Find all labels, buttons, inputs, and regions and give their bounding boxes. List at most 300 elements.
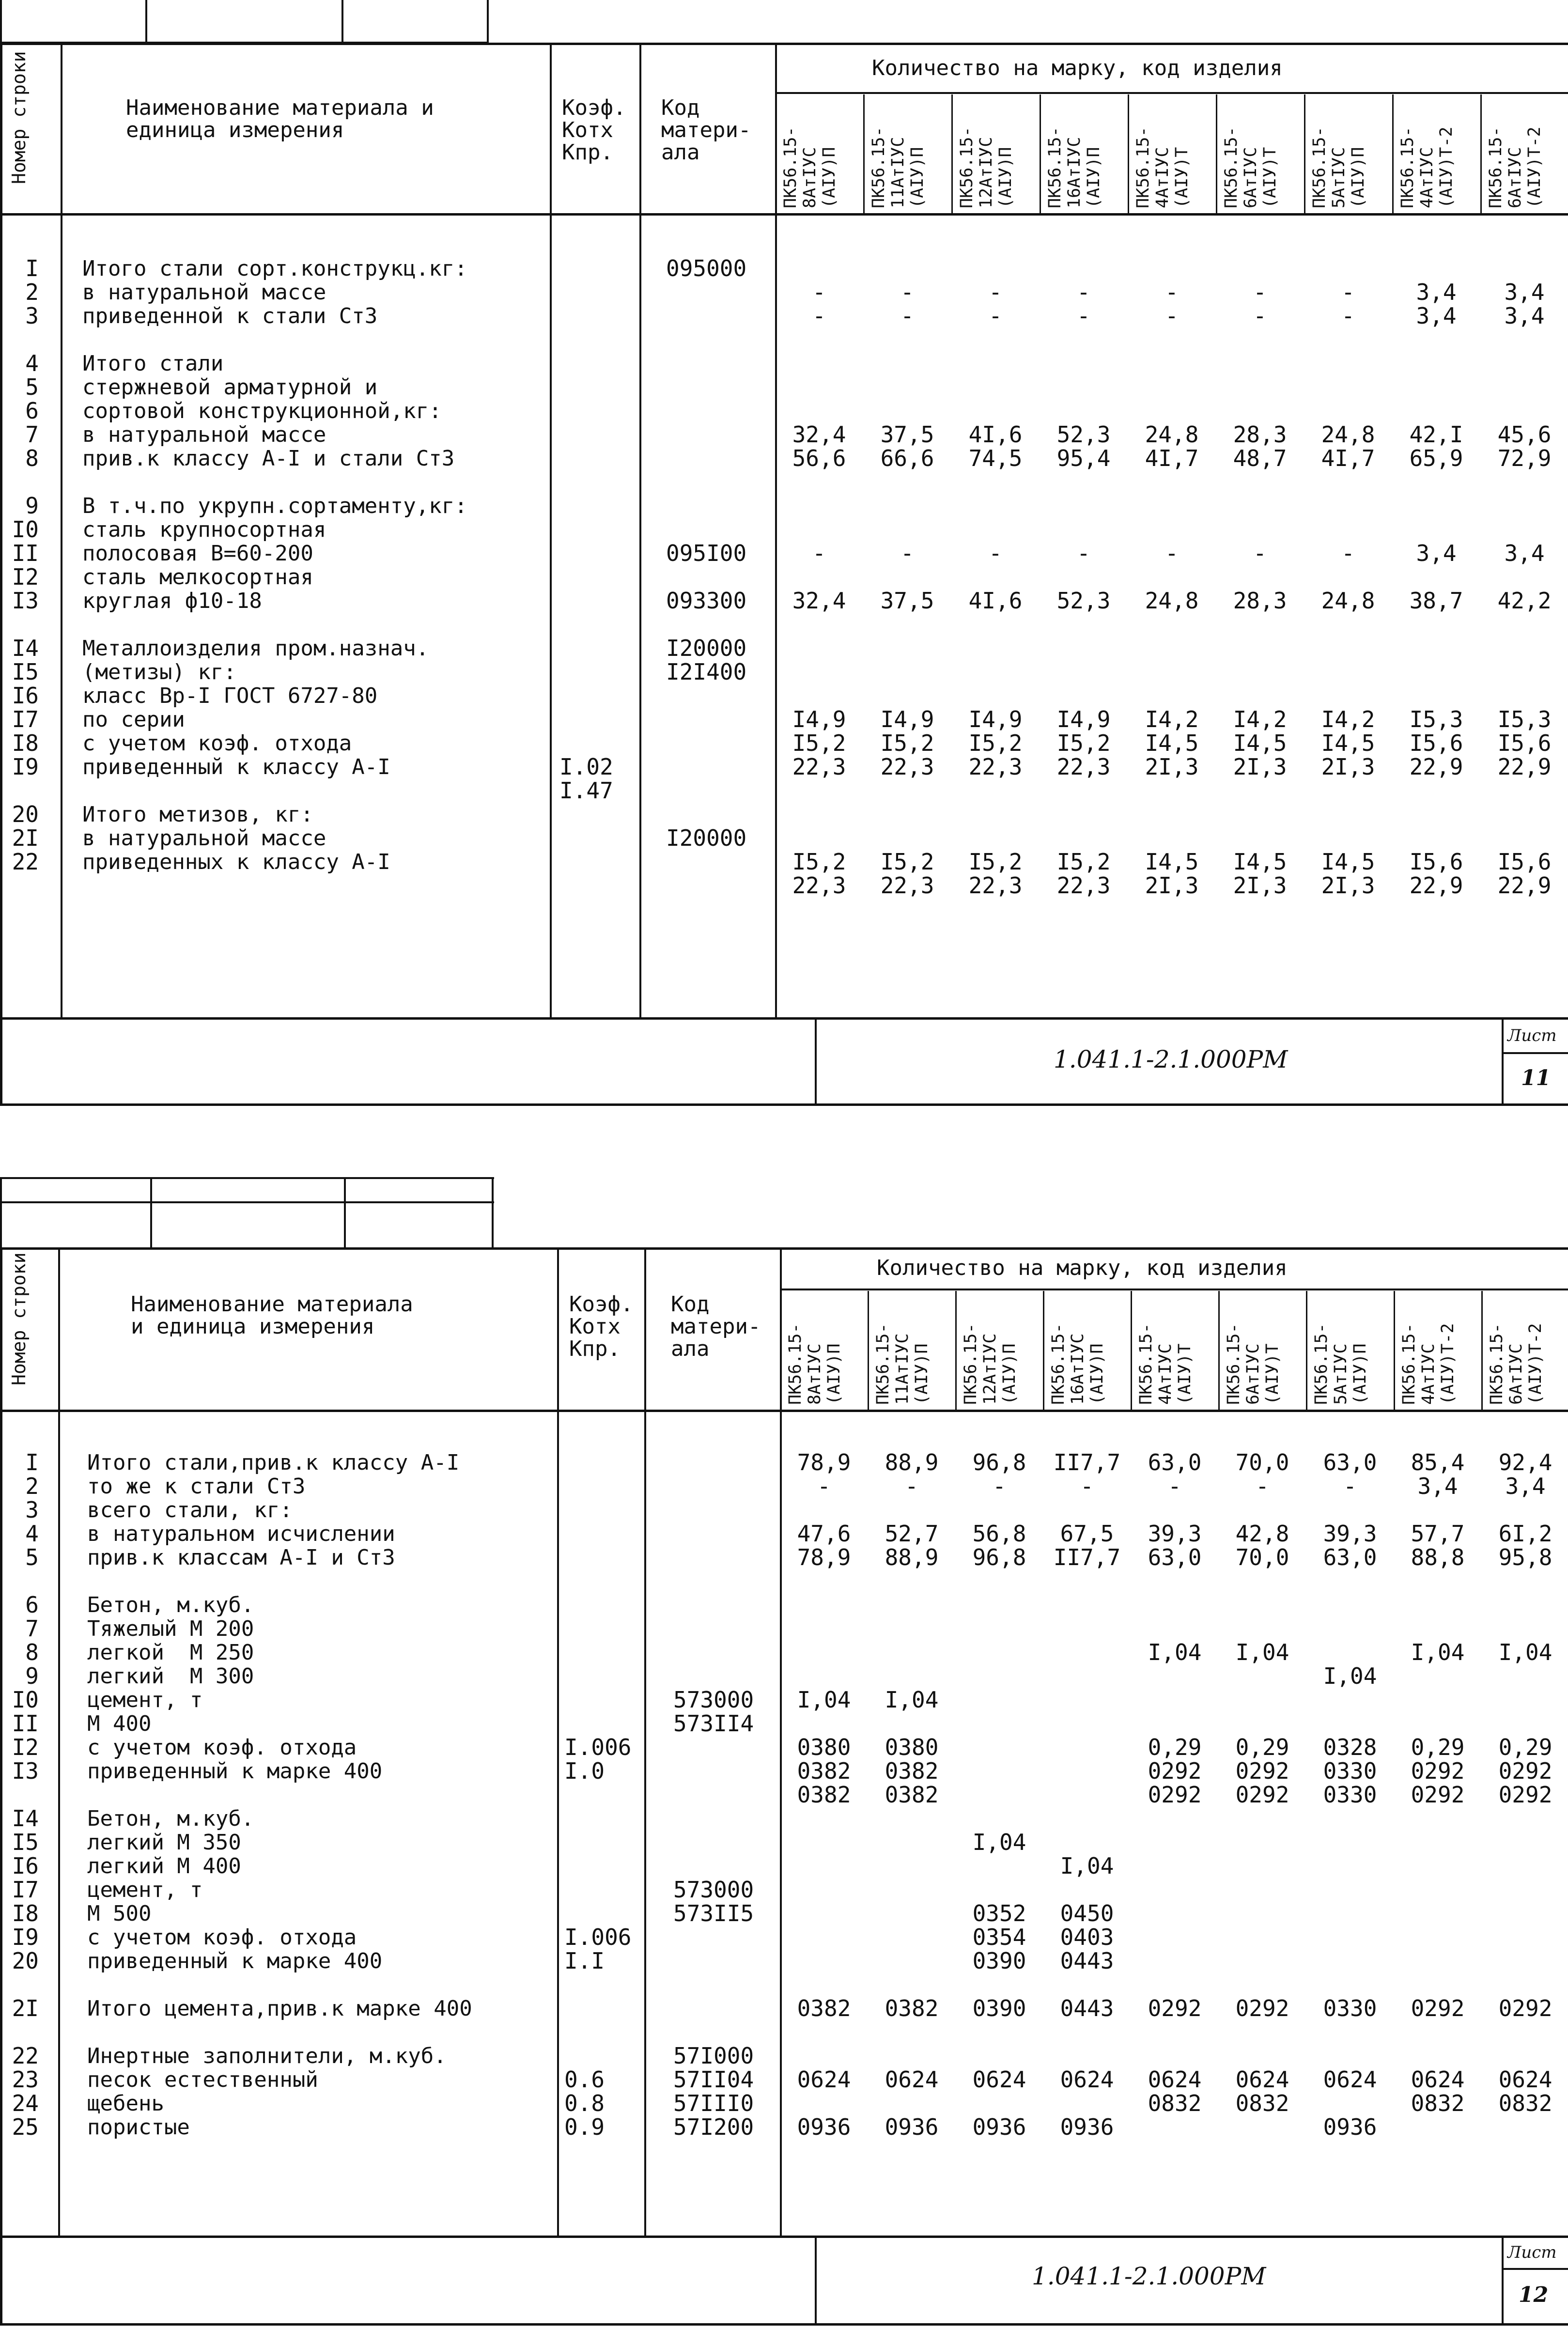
- product-code-header: ПК56.15- 6АтIУС (АIУ)Т: [1222, 126, 1280, 208]
- quantity-cell: 3,4: [1416, 303, 1457, 329]
- code-header: Код матери- ала: [671, 1292, 761, 1361]
- product-code-header: ПК56.15- 4АтIУС (АIУ)Т-2: [1399, 1323, 1458, 1405]
- product-code-header: ПК56.15- 11АтIУС (АIУ)П: [873, 1323, 931, 1405]
- quantity-cell: 0624: [1148, 2066, 1202, 2093]
- quantity-cell: 0292: [1235, 1758, 1289, 1784]
- quantity-cell: 22,3: [968, 754, 1023, 780]
- column-line: [557, 1247, 559, 2237]
- quantity-cell: 52,7: [885, 1521, 939, 1547]
- quantity-cell: 52,3: [1056, 588, 1111, 614]
- header-bottom: [0, 213, 1568, 216]
- quantity-cell: 74,5: [968, 445, 1023, 471]
- quantity-cell: 72,9: [1497, 445, 1552, 471]
- quantity-cell: 0380: [885, 1734, 939, 1760]
- quantity-cell: 37,5: [880, 421, 934, 448]
- product-code-header: ПК56.15- 8АтIУС (АIУ)П: [786, 1323, 844, 1405]
- quantity-cell: 0936: [797, 2114, 851, 2140]
- quantity-cell: I5,2: [792, 730, 846, 756]
- quantity-cell: 0624: [1498, 2066, 1552, 2093]
- frame-left: [0, 43, 2, 1106]
- stamp-border: [0, 0, 2, 44]
- column-line: [550, 43, 552, 1019]
- coefficient-value: I.006: [564, 1924, 632, 1950]
- quantity-cell: 0,29: [1411, 1734, 1465, 1760]
- document-code: 1.041.1-2.1.000PM: [1032, 2262, 1266, 2290]
- quantity-cell: I,04: [1498, 1639, 1552, 1665]
- material-code: 57II04: [673, 2066, 754, 2093]
- quantity-cell: -: [1077, 303, 1090, 329]
- quantity-cell: 56,8: [972, 1521, 1026, 1547]
- coefficient-value: I.I: [564, 1948, 605, 1974]
- quantity-cell: -: [1256, 1473, 1269, 1499]
- line-numbers: I 2 3 4 5 6 7 8 9 I0 II I2 I3 I4 I5 I6 I7 I8 I9 20 2I 22 23 24 25: [12, 1449, 39, 2140]
- quantity-cell: 22,3: [1056, 872, 1111, 899]
- quantity-cell: 39,3: [1323, 1521, 1377, 1547]
- quantity-cell: 0,29: [1148, 1734, 1202, 1760]
- quantity-cell: 47,6: [797, 1521, 851, 1547]
- quantity-cell: I4,5: [1233, 849, 1287, 875]
- quantity-cell: 24,8: [1321, 421, 1375, 448]
- quantity-cell: 0390: [972, 1995, 1026, 2021]
- name-header: Наименование материала и единица измерения: [131, 1292, 413, 1339]
- quantity-cell: 67,5: [1060, 1521, 1114, 1547]
- quantity-cell: -: [1253, 279, 1267, 305]
- quantity-cell: -: [1341, 303, 1355, 329]
- quantity-cell: 0330: [1323, 1758, 1377, 1784]
- footer-top: [0, 1017, 1568, 1020]
- quantity-cell: 88,8: [1411, 1544, 1465, 1570]
- quantity-cell: 0382: [797, 1758, 851, 1784]
- quantity-cell: 38,7: [1409, 588, 1463, 614]
- quantity-cell: I5,3: [1409, 706, 1463, 732]
- name-header: Наименование материала и единица измерения: [126, 95, 434, 142]
- coefficient-value: I.02: [559, 754, 613, 780]
- quantity-header: Количество на марку, код изделия: [877, 1256, 1288, 1280]
- column-line: [780, 1247, 782, 2237]
- quantity-cell: 88,9: [885, 1449, 939, 1475]
- product-code-header: ПК56.15- 6АтIУС (АIУ)Т-2: [1487, 1323, 1545, 1405]
- quantity-cell: 3,4: [1417, 1473, 1458, 1499]
- sheet-label: Лист: [1507, 2243, 1557, 2262]
- quantity-cell: 22,3: [968, 872, 1023, 899]
- product-column-line: [1392, 94, 1394, 213]
- quantity-cell: 0328: [1323, 1734, 1377, 1760]
- quantity-cell: -: [989, 540, 1002, 566]
- quantity-cell: 63,0: [1323, 1544, 1377, 1570]
- row-number-header: Номер строки: [8, 51, 30, 184]
- quantity-cell: I5,2: [880, 849, 934, 875]
- stamp-border: [150, 1177, 152, 1250]
- quantity-cell: 28,3: [1233, 421, 1287, 448]
- quantity-cell: 24,8: [1321, 588, 1375, 614]
- quantity-cell: 4I,7: [1145, 445, 1199, 471]
- quantity-cell: 0330: [1323, 1782, 1377, 1808]
- coefficient-value: I.0: [564, 1758, 605, 1784]
- quantity-cell: 92,4: [1498, 1449, 1552, 1475]
- product-column-line: [868, 1291, 869, 1410]
- frame-bottom: [0, 1103, 1568, 1106]
- quantity-cell: 0624: [797, 2066, 851, 2093]
- quantity-cell: 0403: [1060, 1924, 1114, 1950]
- product-code-header: ПК56.15- 12АтIУС (АIУ)П: [957, 126, 1015, 208]
- quantity-cell: -: [989, 303, 1002, 329]
- sheet-12: [0, 1172, 1568, 2329]
- quantity-cell: 0382: [797, 1995, 851, 2021]
- quantity-cell: 39,3: [1148, 1521, 1202, 1547]
- quantity-cell: 37,5: [880, 588, 934, 614]
- material-names: Итого стали,прив.к классу А-I то же к стали Ст3 всего стали, кг: в натуральном исчислении прив.к классам А-I и Ст3 Бетон, м.куб. Тяжелый М 200 легкой М 250 легкий М 300 цемент, т М 400 с учетом коэф. отхода приведенный к марке 400 Бетон, м.куб. легкий М 350 легкий М 400 цемент, т М 500 с учетом коэф. отхода приведенный к марке 400 Итого цемента,прив.к марке 400 Инертные заполнители, м.куб. песок естественный щебень пористые: [87, 1450, 472, 2140]
- quantity-cell: -: [1253, 303, 1267, 329]
- header-bottom: [0, 1410, 1568, 1412]
- line-numbers: I 2 3 4 5 6 7 8 9 I0 II I2 I3 I4 I5 I6 I7 I8 I9 20 2I 22: [12, 255, 39, 875]
- quantity-cell: 0443: [1060, 1995, 1114, 2021]
- product-column-line: [1394, 1291, 1395, 1410]
- material-code: 57I000: [673, 2043, 754, 2069]
- footer-divider: [1502, 1017, 1504, 1106]
- quantity-cell: 96,8: [972, 1544, 1026, 1570]
- frame-left: [0, 1247, 2, 2325]
- quantity-cell: I4,5: [1321, 730, 1375, 756]
- quantity-cell: 0832: [1235, 2090, 1289, 2116]
- quantity-cell: 0,29: [1235, 1734, 1289, 1760]
- quantity-cell: 0382: [797, 1782, 851, 1808]
- quantity-cell: 0292: [1498, 1758, 1552, 1784]
- quantity-cell: I4,5: [1233, 730, 1287, 756]
- sheet-number: 11: [1521, 1066, 1551, 1090]
- quantity-header: Количество на марку, код изделия: [872, 56, 1283, 80]
- quantity-cell: 0390: [972, 1948, 1026, 1974]
- quantity-cell: -: [1077, 540, 1090, 566]
- quantity-cell: 0,29: [1498, 1734, 1552, 1760]
- quantity-cell: 0936: [1323, 2114, 1377, 2140]
- quantity-cell: I5,2: [968, 730, 1023, 756]
- quantity-cell: 2I,3: [1233, 754, 1287, 780]
- quantity-cell: -: [1341, 279, 1355, 305]
- quantity-cell: II7,7: [1053, 1544, 1121, 1570]
- quantity-cell: I5,2: [968, 849, 1023, 875]
- stamp-border: [342, 0, 343, 44]
- product-column-line: [1304, 94, 1305, 213]
- material-code: I20000: [666, 635, 747, 661]
- code-header: Код матери- ала: [661, 95, 751, 165]
- quantity-cell: 22,3: [880, 754, 934, 780]
- quantity-cell: 0443: [1060, 1948, 1114, 1974]
- quantity-cell: I4,5: [1321, 849, 1375, 875]
- sheet-label: Лист: [1507, 1026, 1557, 1045]
- quantity-cell: 4I,7: [1321, 445, 1375, 471]
- quantity-cell: 48,7: [1233, 445, 1287, 471]
- quantity-cell: I4,9: [968, 706, 1023, 732]
- quantity-cell: -: [1165, 303, 1179, 329]
- coefficient-value: 0.9: [564, 2114, 605, 2140]
- material-code: 573000: [673, 1877, 754, 1903]
- quantity-cell: 3,4: [1505, 1473, 1546, 1499]
- product-column-line: [1480, 94, 1482, 213]
- coef-header: Коэф. Котх Кпр.: [562, 95, 626, 165]
- material-code: 093300: [666, 588, 747, 614]
- quantity-cell: 85,4: [1411, 1449, 1465, 1475]
- product-column-line: [863, 94, 865, 213]
- quantity-cell: 22,3: [792, 754, 846, 780]
- document-code: 1.041.1-2.1.000PM: [1054, 1045, 1288, 1073]
- stamp-border: [0, 1177, 2, 1250]
- quantity-cell: 2I,3: [1233, 872, 1287, 899]
- stamp-border: [0, 1201, 494, 1203]
- quantity-cell: -: [1341, 540, 1355, 566]
- row-number-header: Номер строки: [8, 1252, 30, 1385]
- quantity-cell: -: [1168, 1473, 1181, 1499]
- quantity-cell: 24,8: [1145, 588, 1199, 614]
- stamp-border: [0, 1177, 494, 1179]
- stamp-border: [492, 1177, 494, 1250]
- quantity-cell: 0624: [1411, 2066, 1465, 2093]
- quantity-cell: 95,8: [1498, 1544, 1552, 1570]
- sheet-11: [0, 0, 1568, 1114]
- header-rule: [775, 92, 1568, 94]
- quantity-cell: I4,2: [1145, 706, 1199, 732]
- frame-top: [0, 1247, 1568, 1250]
- quantity-cell: 45,6: [1497, 421, 1552, 448]
- stamp-border: [487, 0, 489, 44]
- product-column-line: [1481, 1291, 1483, 1410]
- quantity-cell: -: [1080, 1473, 1094, 1499]
- quantity-cell: 0832: [1498, 2090, 1552, 2116]
- quantity-cell: 66,6: [880, 445, 934, 471]
- quantity-cell: I5,2: [880, 730, 934, 756]
- quantity-cell: 42,I: [1409, 421, 1463, 448]
- quantity-cell: 0936: [972, 2114, 1026, 2140]
- quantity-cell: 0292: [1411, 1782, 1465, 1808]
- quantity-cell: 0382: [885, 1758, 939, 1784]
- quantity-cell: 22,9: [1497, 754, 1552, 780]
- quantity-cell: -: [993, 1473, 1006, 1499]
- column-line: [644, 1247, 646, 2237]
- quantity-cell: -: [1077, 279, 1090, 305]
- product-code-header: ПК56.15- 6АтIУС (АIУ)Т: [1224, 1323, 1282, 1405]
- frame-top: [0, 43, 1568, 45]
- quantity-cell: 0292: [1148, 1782, 1202, 1808]
- quantity-cell: 3,4: [1504, 540, 1545, 566]
- quantity-cell: II7,7: [1053, 1449, 1121, 1475]
- quantity-cell: 32,4: [792, 421, 846, 448]
- material-code: 573II5: [673, 1900, 754, 1926]
- product-code-header: ПК56.15- 6АтIУС (АIУ)Т-2: [1486, 126, 1544, 208]
- quantity-cell: I4,2: [1321, 706, 1375, 732]
- quantity-cell: 0624: [1060, 2066, 1114, 2093]
- quantity-cell: 2I,3: [1145, 872, 1199, 899]
- quantity-cell: 3,4: [1416, 279, 1457, 305]
- coefficient-value: 0.8: [564, 2090, 605, 2116]
- product-column-line: [1216, 94, 1217, 213]
- quantity-cell: 4I,6: [968, 588, 1023, 614]
- column-line: [58, 1247, 60, 2237]
- quantity-cell: 96,8: [972, 1449, 1026, 1475]
- material-names: Итого стали сорт.конструкц.кг: в натуральной массе приведенной к стали Ст3 Итого стали стержневой арматурной и сортовой конструкционной,кг: в натуральной массе прив.к классу А-I и стали Ст3 В т.ч.по укрупн.сортаменту,кг: сталь крупносортная полосовая B=60-200 сталь мелкосортная круглая ф10-18 Металлоизделия пром.назнач. (метизы) кг: класс Вр-I ГОСТ 6727-80 по серии с учетом коэф. отхода приведенный к классу А-I Итого метизов, кг: в натуральной массе приведенных к классу А-I: [82, 256, 467, 874]
- quantity-cell: 0624: [1323, 2066, 1377, 2093]
- quantity-cell: 32,4: [792, 588, 846, 614]
- quantity-cell: 22,3: [792, 872, 846, 899]
- quantity-cell: 0382: [885, 1995, 939, 2021]
- product-column-line: [1131, 1291, 1132, 1410]
- quantity-cell: 22,9: [1497, 872, 1552, 899]
- footer-divider: [1502, 1052, 1568, 1054]
- material-code: 095000: [666, 255, 747, 281]
- quantity-cell: -: [1343, 1473, 1357, 1499]
- quantity-cell: I5,6: [1497, 730, 1552, 756]
- coefficient-value: I.47: [559, 777, 613, 804]
- quantity-cell: I5,2: [1056, 730, 1111, 756]
- quantity-cell: 57,7: [1411, 1521, 1465, 1547]
- product-column-line: [955, 1291, 957, 1410]
- quantity-cell: 22,3: [880, 872, 934, 899]
- quantity-cell: 3,4: [1504, 303, 1545, 329]
- quantity-cell: I4,9: [1056, 706, 1111, 732]
- quantity-cell: I,04: [1323, 1663, 1377, 1689]
- quantity-cell: I,04: [1235, 1639, 1289, 1665]
- quantity-cell: 3,4: [1504, 279, 1545, 305]
- coef-header: Коэф. Котх Кпр.: [569, 1292, 634, 1361]
- product-code-header: ПК56.15- 5АтIУС (АIУ)П: [1312, 1323, 1370, 1405]
- quantity-cell: -: [1165, 279, 1179, 305]
- quantity-cell: 0832: [1411, 2090, 1465, 2116]
- material-code: 57III0: [673, 2090, 754, 2116]
- quantity-cell: -: [812, 279, 826, 305]
- quantity-cell: 70,0: [1235, 1449, 1289, 1475]
- quantity-cell: 0292: [1148, 1995, 1202, 2021]
- quantity-cell: 0292: [1498, 1782, 1552, 1808]
- quantity-cell: -: [1253, 540, 1267, 566]
- quantity-cell: 0624: [972, 2066, 1026, 2093]
- quantity-cell: 63,0: [1148, 1449, 1202, 1475]
- quantity-cell: 22,3: [1056, 754, 1111, 780]
- footer-divider: [1502, 2268, 1568, 2270]
- quantity-cell: I4,9: [880, 706, 934, 732]
- material-code: I20000: [666, 825, 747, 851]
- material-code: 57I200: [673, 2114, 754, 2140]
- quantity-cell: 0450: [1060, 1900, 1114, 1926]
- quantity-cell: 0292: [1411, 1995, 1465, 2021]
- product-code-header: ПК56.15- 5АтIУС (АIУ)П: [1310, 126, 1368, 208]
- sheet-number: 12: [1519, 2282, 1549, 2307]
- quantity-cell: 0292: [1235, 1995, 1289, 2021]
- product-code-header: ПК56.15- 4АтIУС (АIУ)Т-2: [1398, 126, 1456, 208]
- quantity-cell: 52,3: [1056, 421, 1111, 448]
- quantity-cell: 0380: [797, 1734, 851, 1760]
- material-code: I2I400: [666, 659, 747, 685]
- quantity-cell: 2I,3: [1321, 872, 1375, 899]
- quantity-cell: 42,2: [1497, 588, 1552, 614]
- product-code-header: ПК56.15- 11АтIУС (АIУ)П: [869, 126, 927, 208]
- quantity-cell: 2I,3: [1145, 754, 1199, 780]
- stamp-border: [145, 0, 147, 44]
- quantity-cell: -: [812, 303, 826, 329]
- quantity-cell: 0936: [885, 2114, 939, 2140]
- quantity-cell: -: [900, 279, 914, 305]
- quantity-cell: I5,6: [1497, 849, 1552, 875]
- quantity-cell: I,04: [797, 1687, 851, 1713]
- footer-divider: [815, 1017, 817, 1106]
- column-line: [775, 43, 777, 1019]
- frame-bottom: [0, 2323, 1568, 2326]
- quantity-cell: I4,9: [792, 706, 846, 732]
- quantity-cell: 28,3: [1233, 588, 1287, 614]
- quantity-cell: 88,9: [885, 1544, 939, 1570]
- quantity-cell: 24,8: [1145, 421, 1199, 448]
- quantity-cell: I4,5: [1145, 730, 1199, 756]
- quantity-cell: 0330: [1323, 1995, 1377, 2021]
- quantity-cell: I4,2: [1233, 706, 1287, 732]
- quantity-cell: 0624: [1235, 2066, 1289, 2093]
- quantity-cell: 70,0: [1235, 1544, 1289, 1570]
- product-column-line: [1218, 1291, 1220, 1410]
- coefficient-value: I.006: [564, 1734, 632, 1760]
- material-code: 095I00: [666, 540, 747, 566]
- quantity-cell: I5,3: [1497, 706, 1552, 732]
- product-code-header: ПК56.15- 12АтIУС (АIУ)П: [961, 1323, 1019, 1405]
- quantity-cell: 0292: [1498, 1995, 1552, 2021]
- quantity-cell: I5,6: [1409, 730, 1463, 756]
- quantity-cell: 22,9: [1409, 754, 1463, 780]
- quantity-cell: 0292: [1148, 1758, 1202, 1784]
- product-column-line: [1040, 94, 1041, 213]
- quantity-cell: 0354: [972, 1924, 1026, 1950]
- quantity-cell: I,04: [1411, 1639, 1465, 1665]
- coefficient-value: 0.6: [564, 2066, 605, 2093]
- quantity-cell: I,04: [1148, 1639, 1202, 1665]
- quantity-cell: I5,6: [1409, 849, 1463, 875]
- quantity-cell: 0624: [885, 2066, 939, 2093]
- header-rule: [780, 1289, 1568, 1290]
- quantity-cell: 0292: [1411, 1758, 1465, 1784]
- quantity-cell: 0832: [1148, 2090, 1202, 2116]
- quantity-cell: 65,9: [1409, 445, 1463, 471]
- product-code-header: ПК56.15- 16АтIУС (АIУ)П: [1049, 1323, 1107, 1405]
- material-code: 573II4: [673, 1710, 754, 1737]
- product-column-line: [1128, 94, 1129, 213]
- footer-divider: [815, 2236, 817, 2326]
- quantity-cell: 42,8: [1235, 1521, 1289, 1547]
- quantity-cell: 0352: [972, 1900, 1026, 1926]
- product-code-header: ПК56.15- 8АтIУС (АIУ)П: [781, 126, 839, 208]
- quantity-cell: 2I,3: [1321, 754, 1375, 780]
- quantity-cell: 22,9: [1409, 872, 1463, 899]
- quantity-cell: 0936: [1060, 2114, 1114, 2140]
- footer-top: [0, 2236, 1568, 2238]
- column-line: [61, 43, 62, 1019]
- quantity-cell: 78,9: [797, 1544, 851, 1570]
- footer-divider: [1502, 2236, 1504, 2326]
- quantity-cell: 4I,6: [968, 421, 1023, 448]
- column-line: [639, 43, 641, 1019]
- product-column-line: [951, 94, 953, 213]
- quantity-cell: -: [989, 279, 1002, 305]
- quantity-cell: -: [812, 540, 826, 566]
- quantity-cell: 78,9: [797, 1449, 851, 1475]
- quantity-cell: 56,6: [792, 445, 846, 471]
- quantity-cell: I5,2: [792, 849, 846, 875]
- product-code-header: ПК56.15- 16АтIУС (АIУ)П: [1045, 126, 1103, 208]
- quantity-cell: -: [900, 540, 914, 566]
- quantity-cell: -: [817, 1473, 831, 1499]
- quantity-cell: 3,4: [1416, 540, 1457, 566]
- product-code-header: ПК56.15- 4АтIУС (АIУ)Т: [1136, 1323, 1195, 1405]
- quantity-cell: 0292: [1235, 1782, 1289, 1808]
- quantity-cell: 63,0: [1323, 1449, 1377, 1475]
- quantity-cell: I,04: [972, 1829, 1026, 1855]
- quantity-cell: 63,0: [1148, 1544, 1202, 1570]
- quantity-cell: I5,2: [1056, 849, 1111, 875]
- quantity-cell: -: [905, 1473, 918, 1499]
